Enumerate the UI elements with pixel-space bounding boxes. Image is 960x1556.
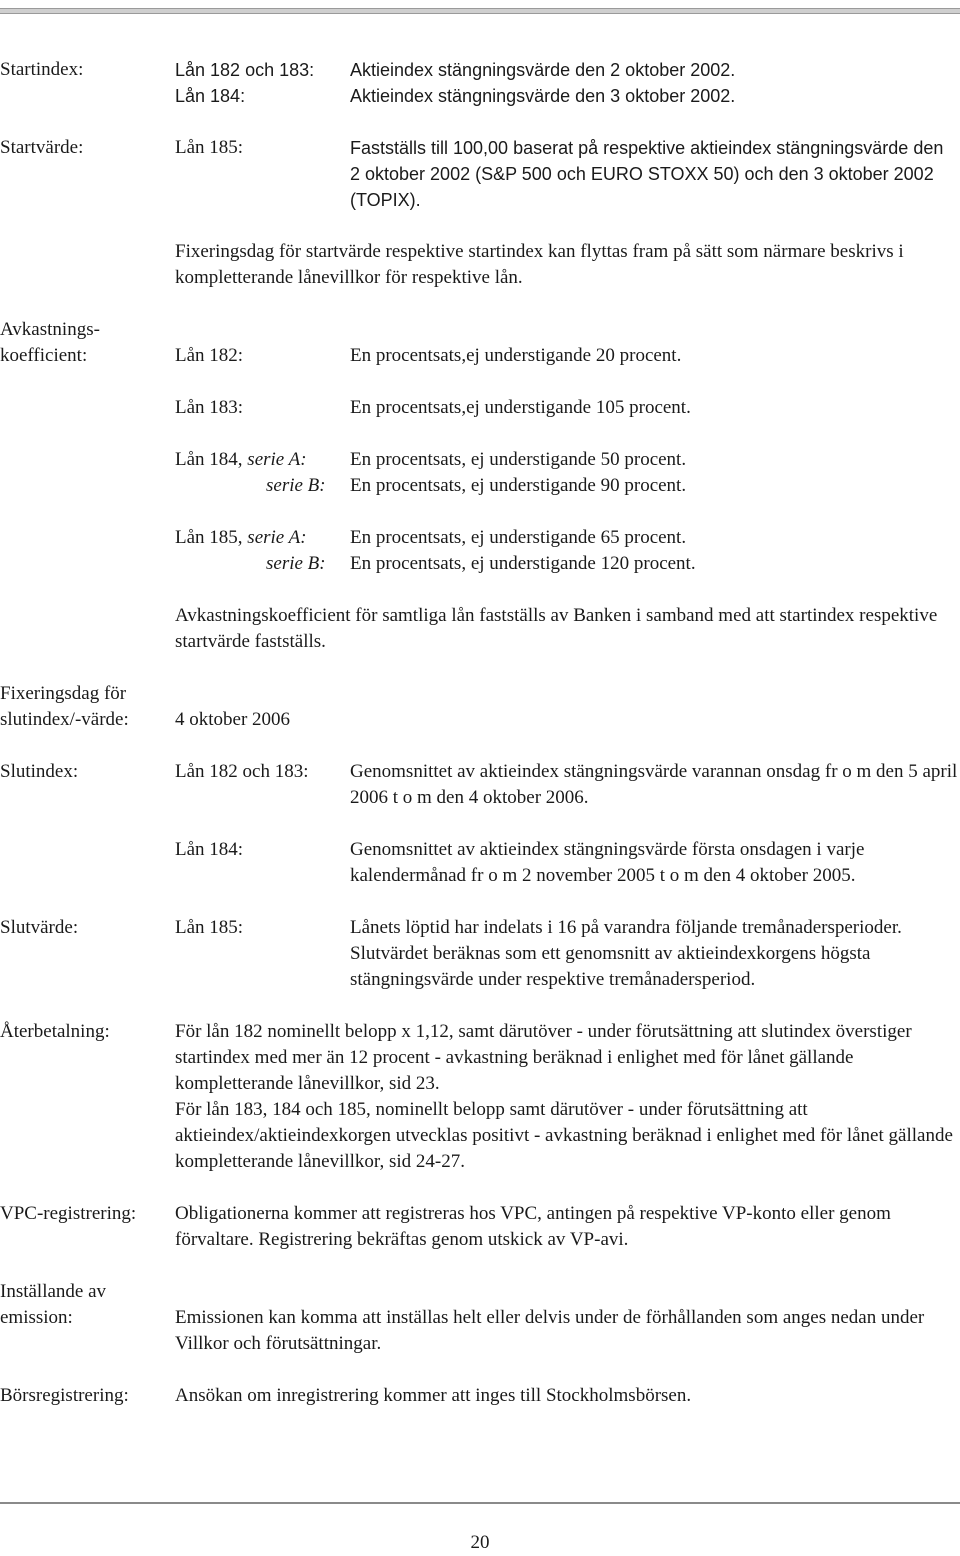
label-startvarde: Startvärde: [0,137,84,158]
label-slutindex: Slutindex: [0,761,79,782]
aterbetalning-p2: För lån 183, 184 och 185, nominellt belopp samt därutöver - under förutsättning att aktieindex/aktieindexkorgen utvecklas positivt - avkastning beräknad i enlighet med för lånet gällande kompletterande lånevillkor, sid 24-27. [175,1099,953,1172]
label-slutvarde: Slutvärde: [0,917,79,938]
startvarde-note-row [0,239,960,291]
avkastning-text-183: En procentsats,ej understigande 105 procent. [350,397,691,418]
startvarde-note: Fixeringsdag för startvärde respektive startindex kan flyttas fram på sätt som närmare beskrivs i kompletterande lånevillkor för respektive lån. [175,241,904,288]
startvarde-text: Fastställs till 100,00 baserat på respektive aktieindex stängningsvärde den 2 oktober 2002 (S&P 500 och EURO STOXX 50) och den 3 oktober 2002 (TOPIX). [350,138,944,210]
vpc-text: Obligationerna kommer att registreras hos VPC, antingen på respektive VP-konto eller genom förvaltare. Registrering bekräftas genom utskick av VP-avi. [175,1203,891,1250]
page-number: 20 [470,1532,490,1553]
label-installande-2: emission: [0,1307,73,1328]
terms-content [0,57,960,1409]
avkastning-text-185a: En procentsats, ej understigande 65 procent. [350,527,687,548]
slutindex-text-1: Genomsnittet av aktieindex stängningsvärde varannan onsdag fr o m den 5 april 2006 t o m den 4 oktober 2006. [350,761,958,808]
section-startindex [0,57,960,83]
label-vpc: VPC-registrering: [0,1203,137,1224]
fixering-row [0,707,960,733]
installande-text: Emissionen kan komma att inställas helt eller delvis under de förhållanden som anges nedan under Villkor och förutsättningar. [175,1307,925,1354]
avkastning-185-serie-b: serie B: [266,553,326,574]
section-vpc [0,1201,960,1253]
avkastning-184-serie-a: serie A: [247,449,307,470]
slutindex-row-2 [0,837,960,889]
slutindex-loan-1: Lån 182 och 183: [175,761,309,782]
fixering-value: 4 oktober 2006 [175,709,291,730]
label-avkastning-2: koefficient: [0,345,88,366]
section-slutindex [0,759,960,811]
avkastning-text-185b: En procentsats, ej understigande 120 procent. [350,553,696,574]
startvarde-loan: Lån 185: [175,137,244,158]
startindex-loan-1: Lån 182 och 183: [175,60,315,80]
startindex-text-2: Aktieindex stängningsvärde den 3 oktober 2002. [350,86,736,106]
section-aterbetalning [0,1019,960,1175]
avkastning-184-serie-b: serie B: [266,475,326,496]
avkastning-note: Avkastningskoefficient för samtliga lån fastställs av Banken i samband med att startindex respektive startvärde fastställs. [175,605,938,652]
section-startindex-2 [0,83,960,109]
avkastning-185a [0,525,960,551]
avkastning-loan-183: Lån 183: [175,397,244,418]
slutvarde-loan: Lån 185: [175,917,244,938]
label-avkastning-1: Avkastnings- [0,319,100,340]
aterbetalning-body [175,1019,958,1175]
avkastning-loan-184 [175,447,350,473]
aterbetalning-p1: För lån 182 nominellt belopp x 1,12, samt därutöver - under förutsättning att slutindex överstiger startindex med mer än 12 procent - avkastning beräknad i enlighet med för lånet gällande kompletterande lånevillkor, sid 23. [175,1021,912,1094]
slutindex-loan-2: Lån 184: [175,839,244,860]
avkastning-182 [0,343,960,369]
section-startvarde [0,135,960,213]
label-aterbetalning: Återbetalning: [0,1021,110,1042]
avkastning-loan-182: Lån 182: [175,345,244,366]
avkastning-184a [0,447,960,473]
avkastning-text-182: En procentsats,ej understigande 20 procent. [350,345,682,366]
bottom-rule [0,1502,960,1504]
avkastning-loan-185 [175,525,350,551]
section-borsregistrering [0,1383,960,1409]
avkastning-185b [0,551,960,577]
label-borsregistrering: Börsregistrering: [0,1385,129,1406]
startindex-text-1: Aktieindex stängningsvärde den 2 oktober 2002. [350,60,736,80]
slutindex-text-2: Genomsnittet av aktieindex stängningsvärde första onsdagen i varje kalendermånad fr o m 2 november 2005 t o m den 4 oktober 2005. [350,839,865,886]
label-startindex: Startindex: [0,59,84,80]
label-installande-1: Inställande av [0,1281,107,1302]
avkastning-184b [0,473,960,499]
label-fixering-1: Fixeringsdag för [0,683,127,704]
avkastning-note-row [0,603,960,655]
top-rule [0,8,960,14]
avkastning-text-184a: En procentsats, ej understigande 50 procent. [350,449,687,470]
installande-row [0,1305,960,1357]
slutvarde-text: Lånets löptid har indelats i 16 på varandra följande tremånadersperioder. Slutvärdet beräknas som ett genomsnitt av aktieindexkorgens högsta stängningsvärde under respektive tremånadersperiod. [350,917,902,990]
avkastning-185-serie-b-cell [175,551,441,577]
label-fixering-2: slutindex/-värde: [0,709,129,730]
avkastning-183 [0,395,960,421]
avkastning-loan-184-label: Lån 184, [175,449,243,470]
borsregistrering-text: Ansökan om inregistrering kommer att inges till Stockholmsbörsen. [175,1385,692,1406]
avkastning-185-serie-a: serie A: [247,527,307,548]
startindex-loan-2: Lån 184: [175,86,246,106]
avkastning-184-serie-b-cell [175,473,441,499]
section-slutvarde [0,915,960,993]
avkastning-text-184b: En procentsats, ej understigande 90 procent. [350,475,687,496]
avkastning-loan-185-label: Lån 185, [175,527,243,548]
